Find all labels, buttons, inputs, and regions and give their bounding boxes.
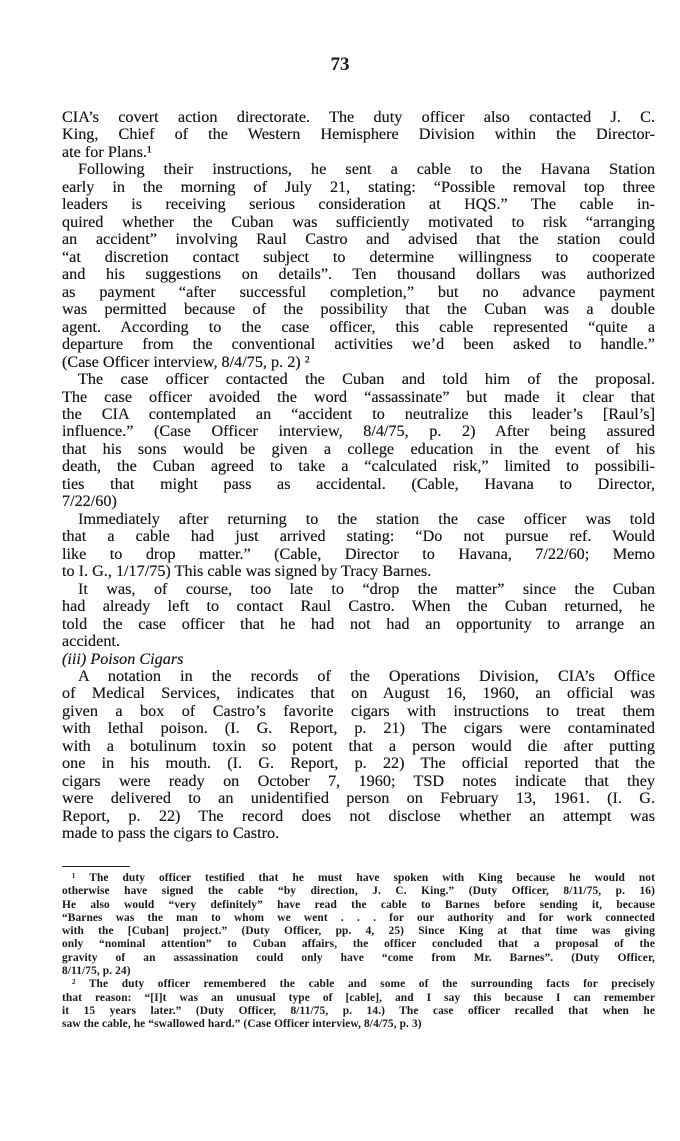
text-line: had already left to contact Raul Castro. When the Cuban returned, he [62, 597, 655, 616]
text-line: influence.” (Case Officer interview, 8/4/75, p. 2) After being assured [62, 422, 655, 441]
text-line: cigars were ready on October 7, 1960; TSD notes indicate that they [62, 771, 655, 790]
text-line: an accident” involving Raul Castro and advised that the station could [62, 230, 655, 249]
text-line: that a cable had just arrived stating: “Do not pursue ref. Would [62, 527, 655, 546]
text-line: leaders is receiving serious consideration at HQS.” The cable in- [62, 195, 655, 214]
text-line: to I. G., 1/17/75) This cable was signed by Tracy Barnes. [62, 562, 432, 581]
body-text [62, 109, 655, 843]
footnote-line: ¹ The duty officer testified that he must have spoken with King because he would not [72, 872, 655, 884]
text-line: ties that might pass as accidental. (Cable, Havana to Director, [62, 474, 655, 493]
text-line: departure from the conventional activities we’d been asked to handle.” [62, 335, 655, 354]
text-line: Immediately after returning to the station the case officer was told [78, 509, 655, 528]
footnote-line: saw the cable, he “swallowed hard.” (Case Officer interview, 8/4/75, p. 3) [62, 1018, 422, 1031]
footnote-line: otherwise have signed the cable “by direction, J. C. King.” (Duty Officer, 8/11/75, p. 16) [62, 885, 655, 898]
footnote-line: “Barnes was the man to whom we went . . . for our authority and for work connected [62, 911, 655, 924]
text-line: ate for Plans.¹ [62, 142, 152, 161]
text-line: of Medical Services, indicates that on August 16, 1960, an official was [62, 684, 655, 703]
text-line: (Case Officer interview, 8/4/75, p. 2) ² [62, 352, 310, 371]
text-line: The case officer avoided the word “assassinate” but made it clear that [62, 387, 655, 406]
text-line: like to drop matter.” (Cable, Director to Havana, 7/22/60; Memo [62, 544, 655, 563]
footnote-line: that reason: “[I]t was an unusual type of [cable], and I say this because I can remember [62, 991, 655, 1004]
text-line: “at discretion contact subject to determine willingness to cooperate [62, 247, 655, 266]
text-line: King, Chief of the Western Hemisphere Division within the Director- [62, 125, 655, 144]
text-line: as payment “after successful completion,” but no advance payment [62, 282, 655, 301]
text-line: one in his mouth. (I. G. Report, p. 22) The official reported that the [62, 754, 655, 773]
text-line: 7/22/60) [62, 492, 117, 511]
text-line: A notation in the records of the Operations Division, CIA’s Office [78, 667, 655, 685]
footnote-line: He also would “very definitely” have read the cable to Barnes before sending it, because [62, 898, 655, 911]
footnote-line: it 15 years later.” (Duty Officer, 8/11/75, p. 14.) The case officer recalled that when he [62, 1004, 655, 1017]
text-line: The case officer contacted the Cuban and told him of the proposal. [78, 370, 655, 389]
text-line: with a botulinum toxin so potent that a person would die after putting [62, 736, 655, 755]
text-line: told the case officer that he had not had an opportunity to arrange an [62, 614, 655, 633]
text-line: given a box of Castro’s favorite cigars with instructions to treat them [62, 701, 655, 720]
text-line: was permitted because of the possibility that the Cuban was a double [62, 300, 655, 319]
footnote-line: 8/11/75, p. 24) [62, 965, 131, 978]
text-line: CIA’s covert action directorate. The duty officer also contacted J. C. [62, 108, 655, 126]
text-line: death, the Cuban agreed to take a “calculated risk,” limited to possibili- [62, 457, 655, 476]
footnote-line: ² The duty officer remembered the cable and some of the surrounding facts for precisely [72, 978, 655, 991]
section-heading: (iii) Poison Cigars [62, 649, 184, 668]
text-line: and his suggestions on details”. Ten thousand dollars was authorized [62, 265, 655, 284]
footnote-line: with the [Cuban] project.” (Duty Officer, pp. 4, 25) Since King at that time was giving [62, 925, 655, 938]
text-line: quired whether the Cuban was sufficiently motivated to risk “arranging [62, 212, 655, 231]
text-line: the CIA contemplated an “accident to neutralize this leader’s [Raul’s] [62, 404, 655, 423]
text-line: Following their instructions, he sent a cable to the Havana Station [78, 160, 655, 179]
footnote-line: only “nominal attention” to Cuban affairs, the officer concluded that a proposal of the [62, 938, 655, 951]
text-line: Report, p. 22) The record does not disclose whether an attempt was [62, 806, 655, 825]
text-line: with lethal poison. (I. G. Report, p. 21) The cigars were contaminated [62, 719, 655, 738]
text-line: accident. [62, 632, 120, 651]
footnotes [62, 872, 655, 1032]
text-line: It was, of course, too late to “drop the matter” since the Cuban [78, 579, 655, 598]
text-line: agent. According to the case officer, this cable represented “quite a [62, 317, 655, 336]
text-line: made to pass the cigars to Castro. [62, 824, 280, 843]
footnote-line: gravity of an assassination could only have “come from Mr. Barnes”. (Duty Officer, [62, 951, 655, 964]
text-line: that his sons would be given a college education in the event of his [62, 439, 655, 458]
text-line: were delivered to an unidentified person on February 13, 1961. (I. G. [62, 789, 655, 808]
page-number: 73 [330, 54, 350, 75]
footnote-divider [62, 866, 130, 867]
text-line: early in the morning of July 21, stating: “Possible removal top three [62, 177, 655, 196]
